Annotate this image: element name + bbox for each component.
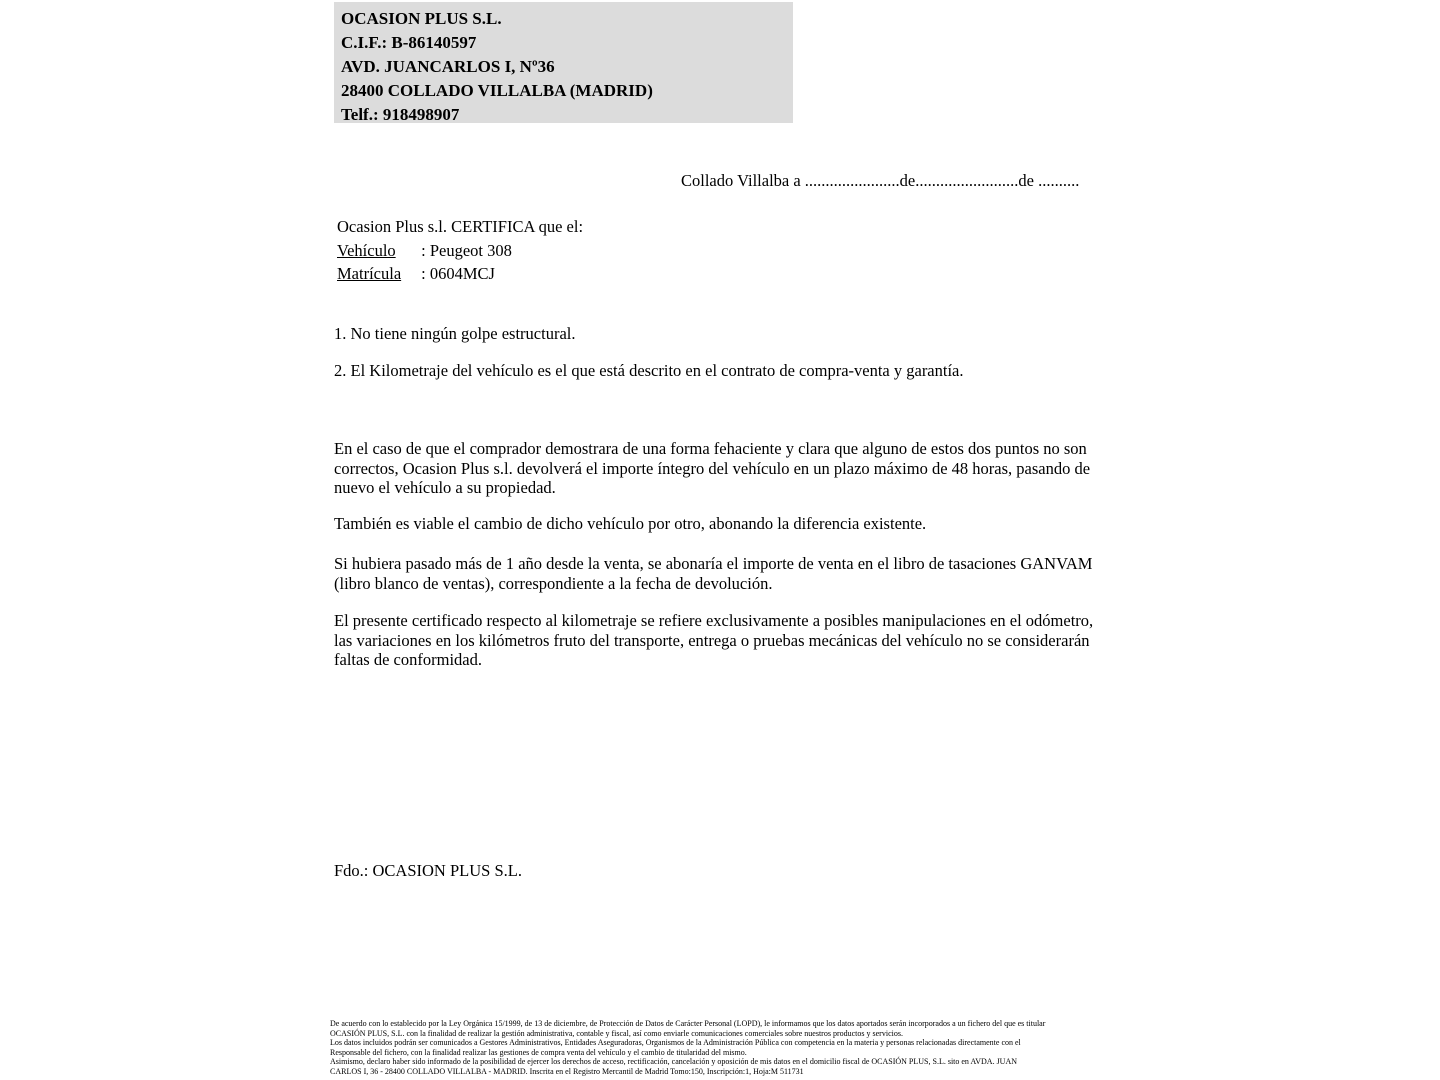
legal-footer-line: OCASIÓN PLUS, S.L. con la finalidad de realizar la gestión administrativa, contable y fiscal, así como enviarle comunicaciones comerciales sobre nuestros productos y servicios. [330, 1028, 903, 1038]
certification-block [337, 215, 583, 286]
paragraph-ganvam-valuation: Si hubiera pasado más de 1 año desde la venta, se abonaría el importe de venta en el libro de tasaciones GANVAM (libro blanco de ventas), correspondiente a la fecha de devolución. [334, 554, 1093, 593]
company-phone: Telf.: 918498907 [341, 105, 460, 124]
vehicle-field [337, 239, 583, 263]
legal-footer-line: De acuerdo con lo establecido por la Ley Orgánica 15/1999, de 13 de diciembre, de Protección de Datos de Carácter Personal (LOPD), le informamos que los datos aportados serán incorporados a un fichero del que es titular [330, 1019, 1046, 1028]
legal-footer-line: Asimismo, declaro haber sido informado de la posibilidad de ejercer los derechos de acceso, rectificación, cancelación y oposición de mis datos en el domicilio fiscal de OCASIÓN PLUS, S.L. sito en AVDA. JUAN [330, 1057, 1018, 1067]
legal-footer [330, 1019, 1120, 1077]
legal-footer-line: Responsable del fichero, con la finalidad realizar las gestiones de compra venta del vehículo y el cambio de titularidad del mismo. [330, 1047, 747, 1057]
company-header-box [334, 2, 793, 123]
paragraph-odometer-disclaimer: El presente certificado respecto al kilometraje se refiere exclusivamente a posibles manipulaciones en el odómetro, las variaciones en los kilómetros fruto del transporte, entrega o pruebas mecánicas del vehículo no se considerarán faltas de conformidad. [334, 611, 1094, 669]
plate-label: Matrícula [337, 264, 402, 283]
paragraph-refund-policy: En el caso de que el comprador demostrara de una forma fehaciente y clara que alguno de estos dos puntos no son correctos, Ocasion Plus s.l. devolverá el importe íntegro del vehículo en un plazo máximo de 48 horas, pasando de nuevo el vehículo a su propiedad. [334, 439, 1091, 497]
vehicle-value: : Peugeot 308 [421, 240, 512, 260]
condition-point-1: 1. No tiene ningún golpe estructural. [334, 324, 576, 343]
company-name: OCASION PLUS S.L. [341, 9, 502, 28]
company-city: 28400 COLLADO VILLALBA (MADRID) [341, 81, 653, 100]
plate-field [337, 262, 583, 286]
legal-footer-line: CARLOS I, 36 - 28400 COLLADO VILLALBA - MADRID. Inscrita en el Registro Mercantil de Madrid Tomo:150, Inscripción:1, Hoja:M 511731 [330, 1066, 804, 1076]
company-cif: C.I.F.: B-86140597 [341, 33, 477, 52]
plate-value: : 0604MCJ [421, 264, 495, 283]
company-address: AVD. JUANCARLOS I, Nº36 [341, 57, 555, 76]
paragraph-exchange-option: También es viable el cambio de dicho vehículo por otro, abonando la diferencia existente. [334, 514, 927, 533]
signature-line: Fdo.: OCASION PLUS S.L. [334, 861, 522, 880]
date-line: Collado Villalba a .......................de.........................de .......... [681, 171, 1080, 190]
condition-point-2: 2. El Kilometraje del vehículo es el que está descrito en el contrato de compra-venta y garantía. [334, 361, 964, 380]
vehicle-label: Vehículo [337, 240, 396, 260]
certification-intro: Ocasion Plus s.l. CERTIFICA que el: [337, 217, 584, 236]
legal-footer-line: Los datos incluidos podrán ser comunicados a Gestores Administrativos, Entidades Aseguradoras, Organismos de la Administración Pública con competencia en la materia y personas relacionadas directamente con el [330, 1038, 1021, 1048]
